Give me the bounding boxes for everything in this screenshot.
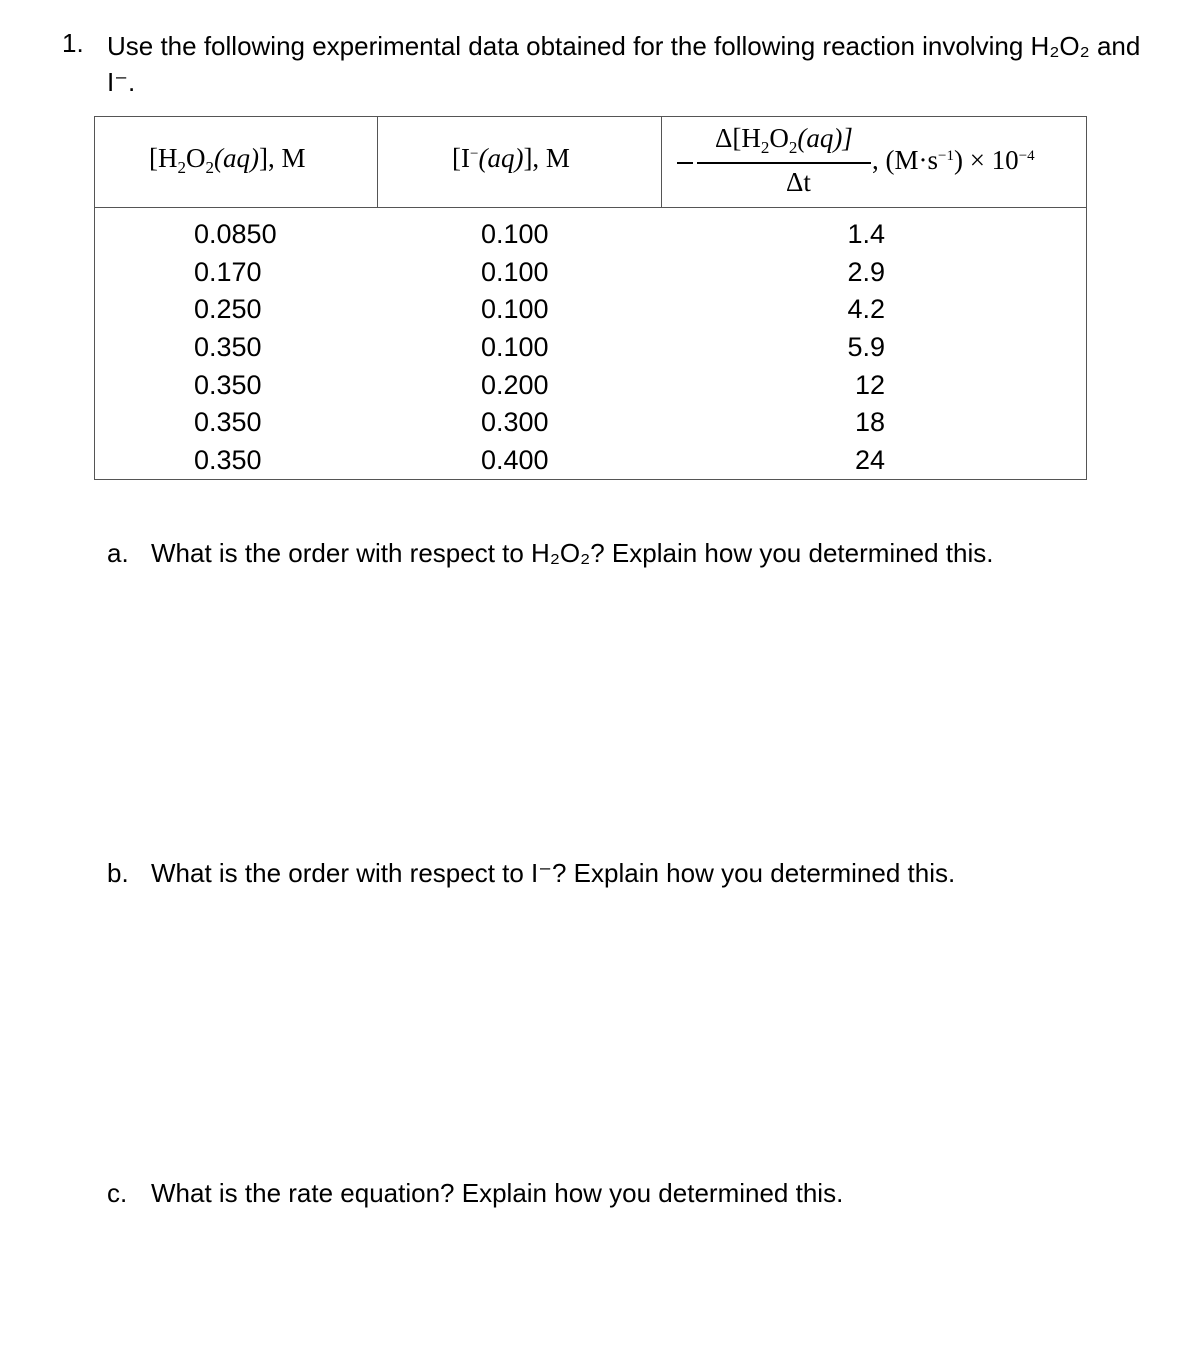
cell-iodide: 0.300 [481,407,549,438]
header-h2o2-text [149,143,306,177]
header-iodide-paren: (aq) [478,143,524,173]
header-iodide-close: ], M [523,143,570,173]
cell-rate: 4.2 [847,294,885,325]
table-row [95,332,1086,370]
sub-question-text: What is the rate equation? Explain how you determined this. [151,1178,844,1208]
rate-num-a: Δ[H [715,123,761,153]
header-iodide-open: [I [452,143,470,173]
sub-question-text: What is the order with respect to I⁻? Explain how you determined this. [151,858,956,888]
header-h2o2-paren: (aq) [214,143,259,173]
rate-units [872,145,1035,176]
header-iodide-concentration [378,117,662,207]
table-header-row [95,117,1086,208]
header-h2o2-concentration [95,117,378,207]
cell-iodide: 0.400 [481,445,549,476]
cell-rate: 24 [854,445,885,476]
cell-iodide: 0.100 [481,332,549,363]
rate-denominator: Δt [786,167,811,197]
header-h2o2-sub2: 2 [205,158,214,177]
cell-h2o2: 0.170 [194,256,262,287]
table-body [95,219,1086,483]
minus-sign [677,162,693,164]
cell-rate: 2.9 [847,256,885,287]
question-text: Use the following experimental data obtained for the following reaction involving H₂O₂ and I⁻. [107,31,1141,97]
rate-num-sub1: 2 [760,138,770,157]
rate-units-a: , (M·s [872,145,938,175]
rate-units-sup2: −4 [1018,148,1035,164]
header-h2o2-open: [H [149,143,178,173]
header-rate [662,117,1086,207]
cell-h2o2: 0.350 [194,407,262,438]
table-row [95,445,1086,483]
cell-h2o2: 0.350 [194,369,262,400]
sub-question-label: a. [107,538,129,568]
table-row [95,407,1086,445]
cell-iodide: 0.100 [481,219,549,249]
rate-num-sub2: 2 [788,138,798,157]
cell-rate: 12 [854,369,885,400]
sub-question-text: What is the order with respect to H₂O₂? Explain how you determined this. [151,538,994,568]
header-h2o2-mid: O [186,143,206,173]
cell-h2o2: 0.350 [194,332,262,363]
table-row [95,294,1086,332]
cell-rate: 5.9 [847,332,885,363]
cell-rate: 1.4 [847,219,885,249]
rate-units-b: ) × 10 [953,145,1019,175]
rate-num-c: (aq)] [797,123,853,153]
header-iodide-sup: − [469,146,479,162]
rate-numerator [715,123,853,157]
fraction-bar [697,162,871,164]
cell-iodide: 0.100 [481,294,549,325]
rate-header-expression [667,121,1082,205]
cell-h2o2: 0.0850 [194,219,277,249]
sub-question-label: b. [107,858,129,888]
rate-num-b: O [769,123,789,153]
header-h2o2-close: ], M [258,143,306,173]
rate-units-sup: −1 [938,148,954,164]
cell-iodide: 0.200 [481,369,549,400]
question-number: 1. [62,28,84,58]
cell-h2o2: 0.250 [194,294,262,325]
table-row [95,257,1086,295]
header-iodide-text [452,143,570,174]
data-table [94,116,1087,480]
cell-h2o2: 0.350 [194,445,262,476]
cell-rate: 18 [854,407,885,438]
table-row [95,219,1086,257]
sub-question-label: c. [107,1178,128,1208]
header-h2o2-sub1: 2 [177,158,186,177]
table-row [95,370,1086,408]
cell-iodide: 0.100 [481,256,549,287]
